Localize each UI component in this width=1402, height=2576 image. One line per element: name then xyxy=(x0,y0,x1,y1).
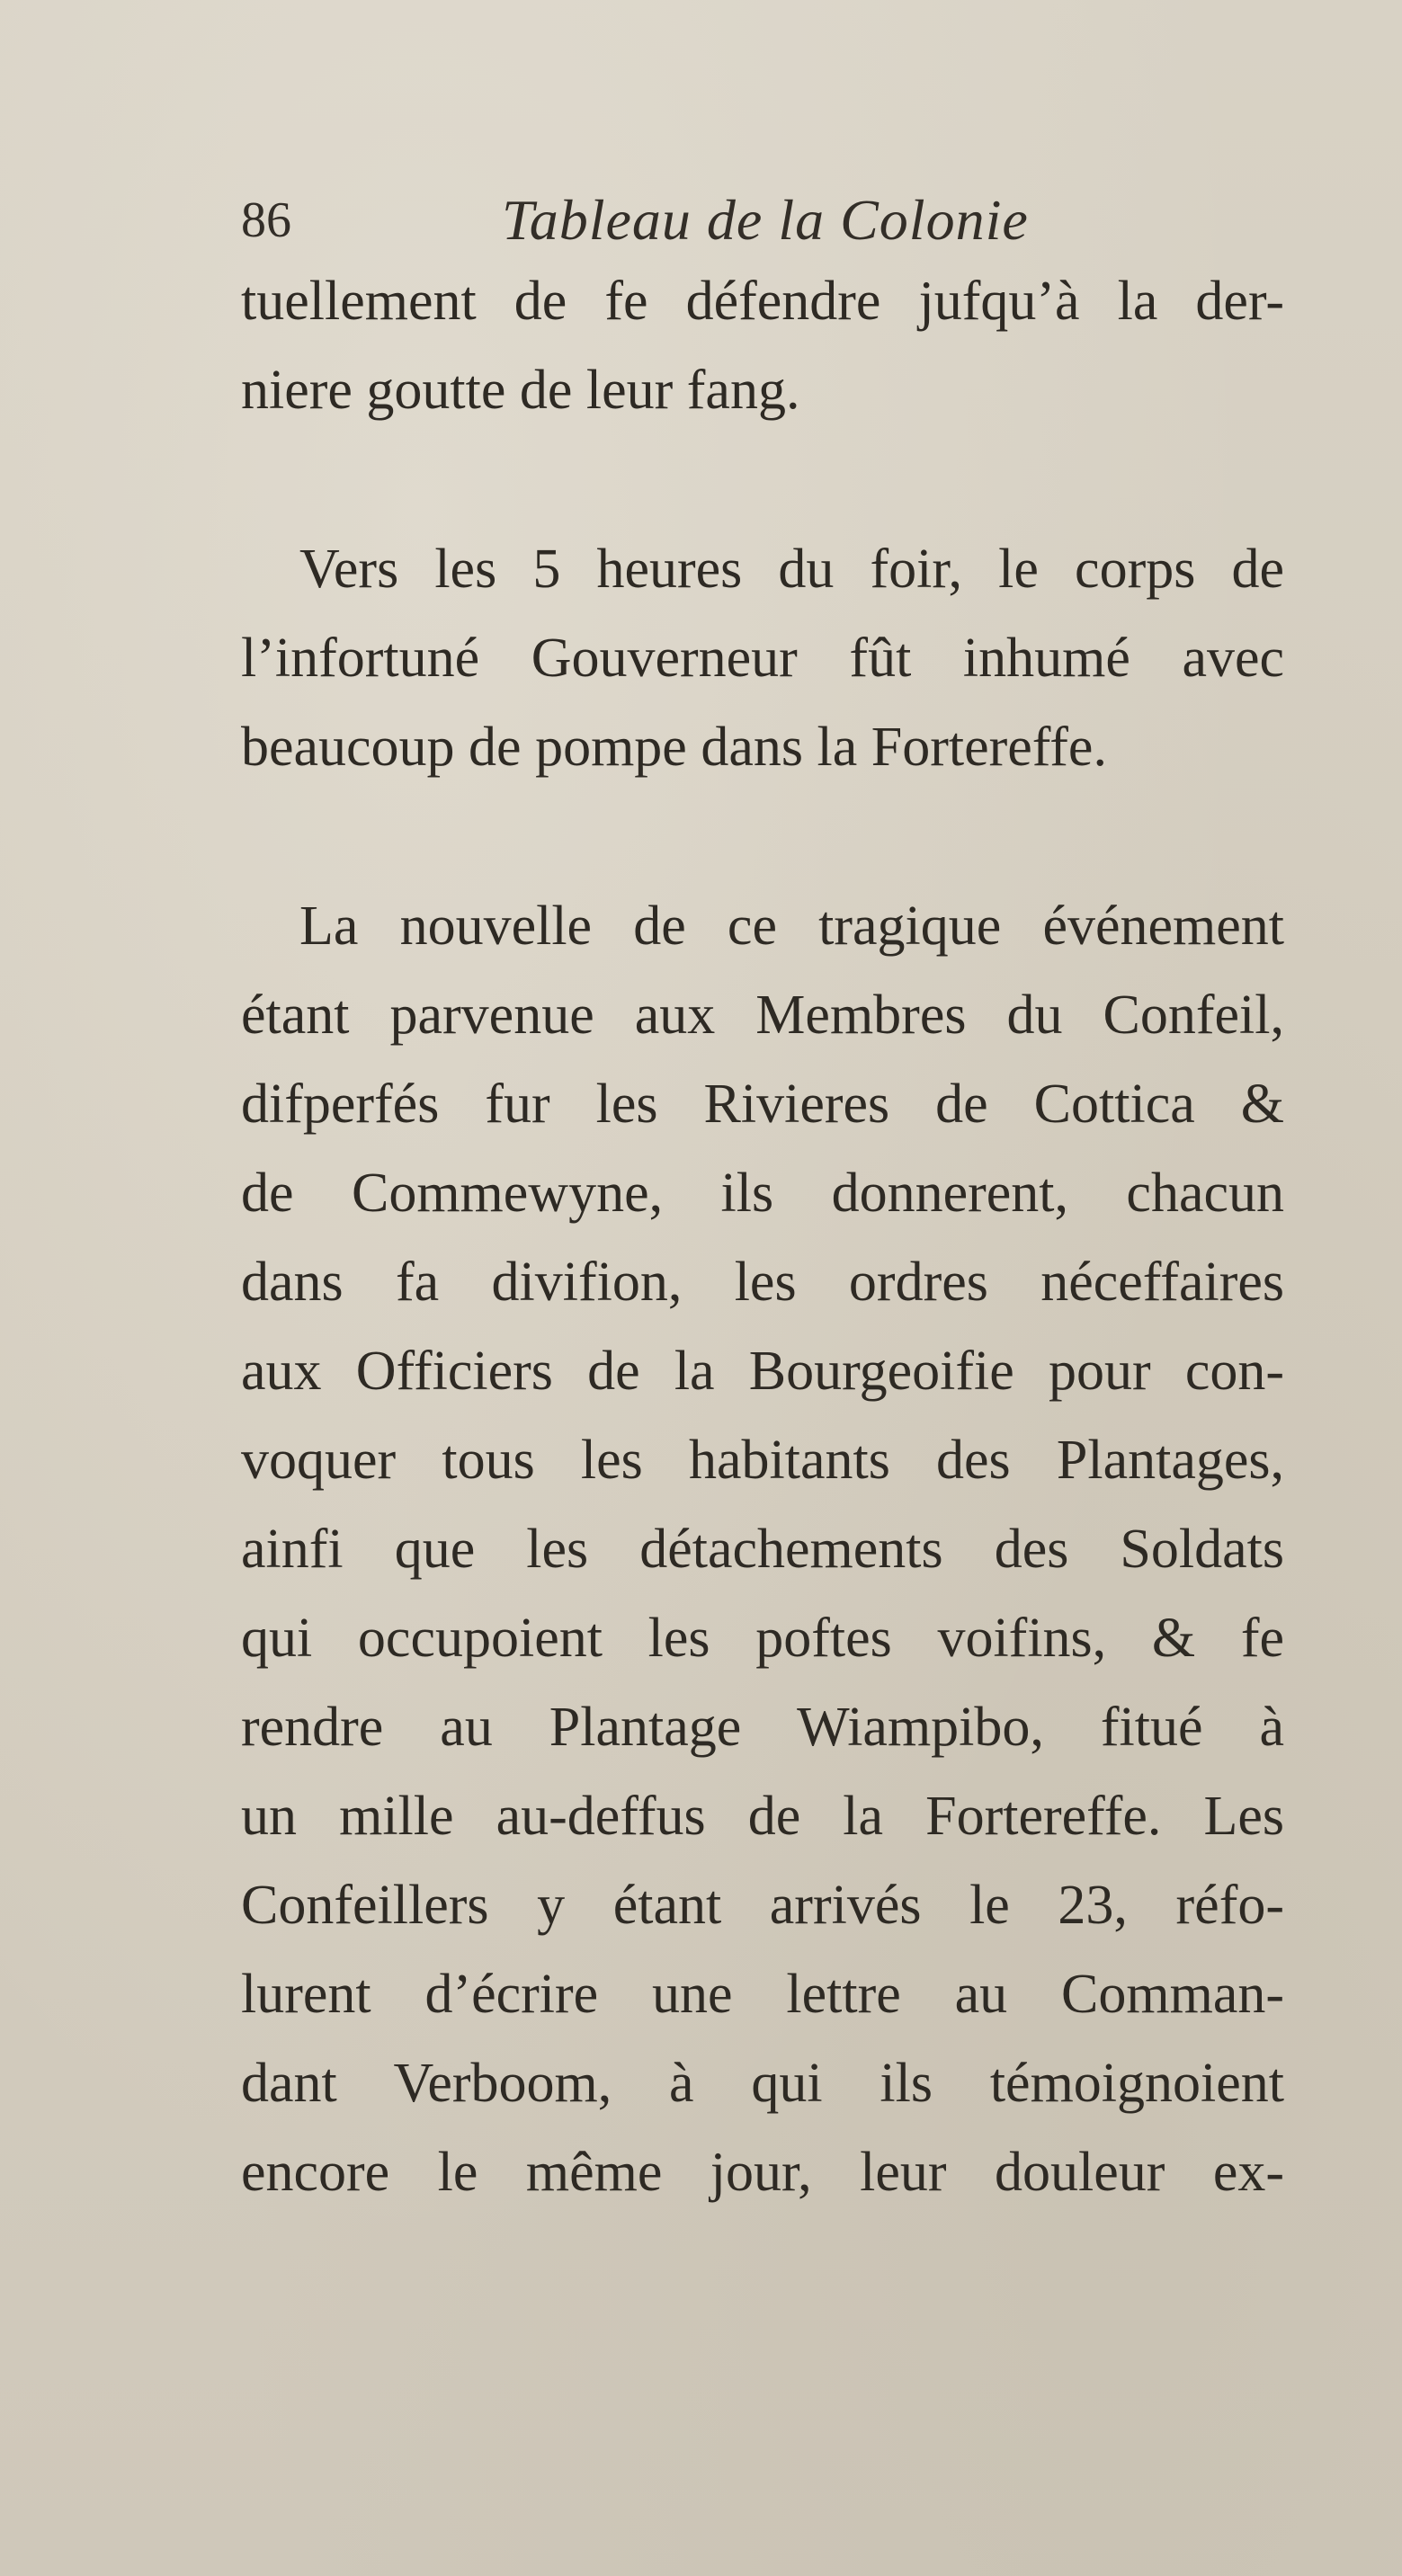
page-number: 86 xyxy=(241,192,291,248)
text-line: encore le même jour, leur douleur ex- xyxy=(241,2142,1284,2203)
text-line: dans fa divifion, les ordres néceffaires xyxy=(241,1252,1284,1313)
text-line: qui occupoient les poftes voifins, & fe xyxy=(241,1608,1284,1669)
page-header xyxy=(241,184,1140,256)
text-line: niere goutte de leur fang. xyxy=(241,360,800,421)
paragraph-2 xyxy=(241,525,1284,792)
text-line: lurent d’écrire une lettre au Comman- xyxy=(241,1964,1284,2025)
text-line: difperfés fur les Rivieres de Cottica & xyxy=(241,1074,1284,1135)
text-line: étant parvenue aux Membres du Confeil, xyxy=(241,985,1284,1046)
paragraph-gap xyxy=(241,435,1284,525)
text-line: un mille au-deffus de la Fortereffe. Les xyxy=(241,1786,1284,1847)
text-line: La nouvelle de ce tragique événement xyxy=(299,896,1284,957)
text-line: aux Officiers de la Bourgeoifie pour con- xyxy=(241,1341,1284,1402)
text-line: voquer tous les habitants des Plantages, xyxy=(241,1430,1284,1491)
paragraph-gap xyxy=(241,792,1284,882)
running-title: Tableau de la Colonie xyxy=(502,188,1029,252)
body-text xyxy=(241,257,1284,2217)
text-line: rendre au Plantage Wiampibo, fitué à xyxy=(241,1697,1284,1758)
paragraph-3 xyxy=(241,882,1284,2217)
text-line: l’infortuné Gouverneur fût inhumé avec xyxy=(241,628,1284,689)
text-line: tuellement de fe défendre jufqu’à la der- xyxy=(241,271,1284,332)
text-line: dant Verboom, à qui ils témoignoient xyxy=(241,2053,1284,2114)
text-line: de Commewyne, ils donnerent, chacun xyxy=(241,1163,1284,1224)
text-line: beaucoup de pompe dans la Fortereffe. xyxy=(241,717,1107,778)
text-line: Vers les 5 heures du foir, le corps de xyxy=(299,539,1284,600)
text-line: ainfi que les détachements des Soldats xyxy=(241,1519,1284,1580)
paragraph-1 xyxy=(241,257,1284,435)
text-line: Confeillers y étant arrivés le 23, réfo- xyxy=(241,1875,1284,1936)
